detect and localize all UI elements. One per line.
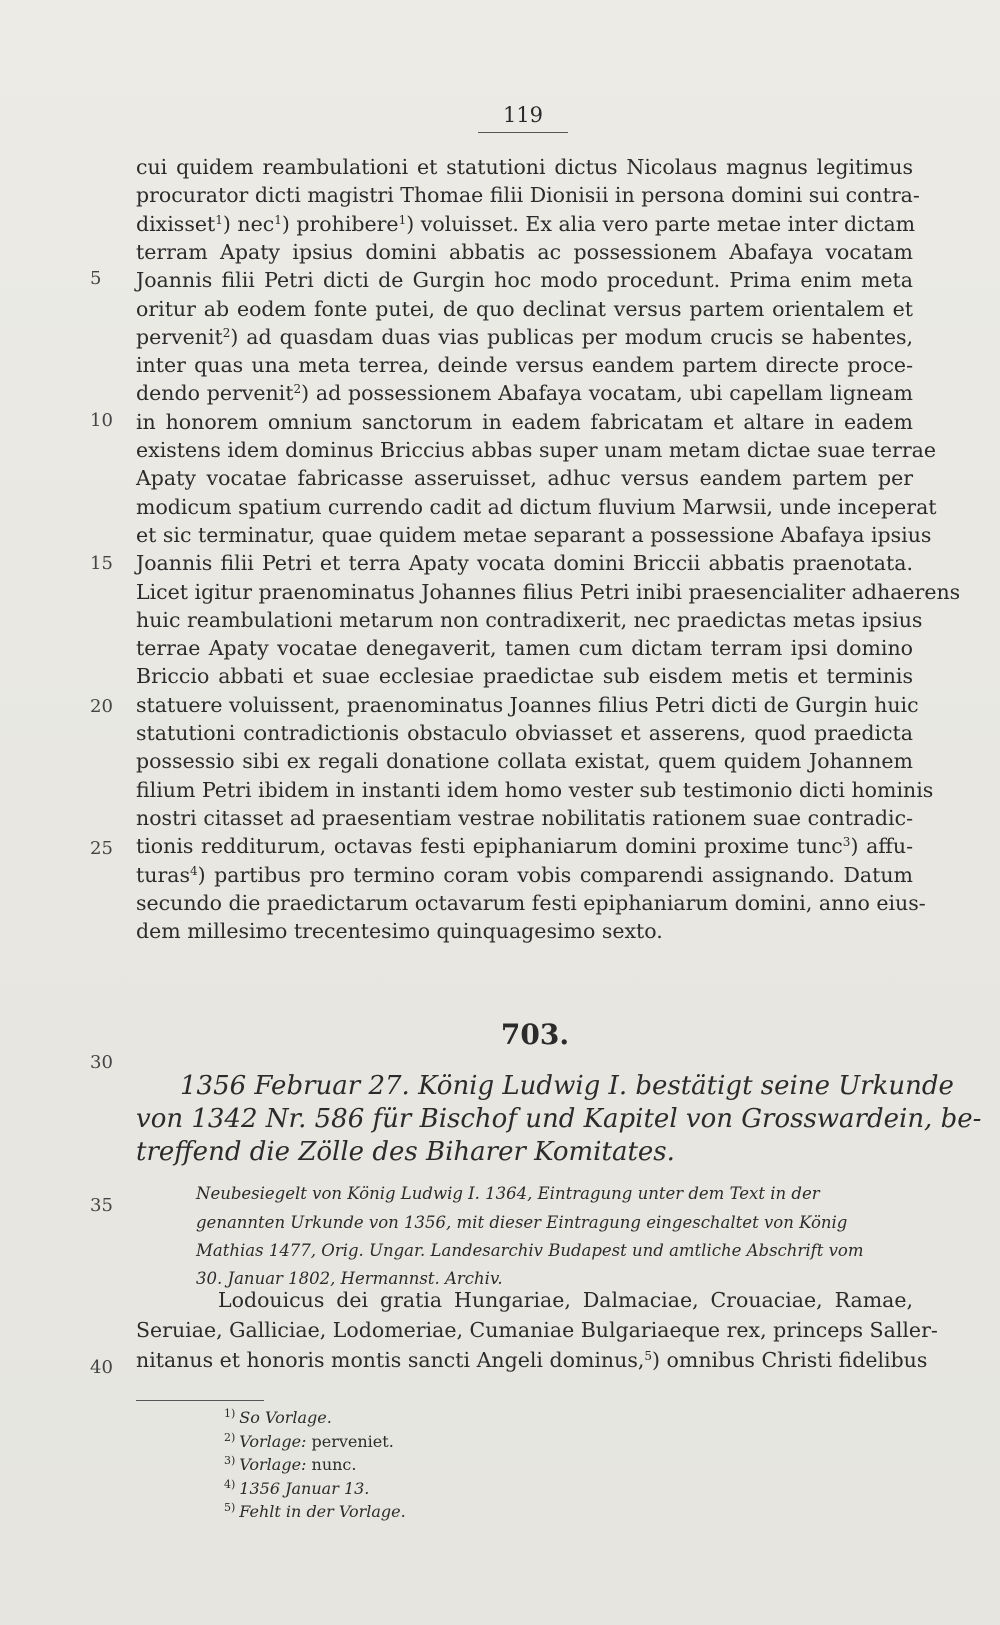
text-segment: ) affu-: [850, 834, 913, 858]
document-headline-line: treffend die Zölle des Biharer Komitates.: [136, 1137, 675, 1167]
text-line: [136, 691, 919, 719]
text-segment: Lodouicus dei gratia Hungariae, Dalmaciae, Crouaciae, Ramae,: [218, 1288, 913, 1312]
footnote-text: nunc.: [306, 1455, 357, 1474]
footnote-marker: 4: [189, 864, 198, 878]
text-line: [136, 379, 913, 407]
text-line: [136, 153, 913, 181]
line-number: 30: [90, 1052, 113, 1073]
footnote-marker: 5: [644, 1349, 653, 1363]
footnote-mark: 4): [224, 1478, 236, 1491]
footnote-text: perveniet.: [306, 1432, 394, 1451]
text-line: [136, 181, 920, 209]
text-line: [136, 323, 913, 351]
footnote-marker: 3: [842, 835, 851, 849]
text-line: [136, 804, 913, 832]
text-segment: huic reambulationi metarum non contradixerit, nec praedictas metas ipsius: [136, 608, 923, 632]
text-segment: in honorem omnium sanctorum in eadem fabricatam et altare in eadem: [136, 410, 913, 434]
text-segment: nitanus et honoris montis sancti Angeli dominus,: [136, 1348, 645, 1372]
footnote-marker: 1: [215, 213, 223, 227]
text-segment: et sic terminatur, quae quidem metae separant a possessione Abafaya ipsius: [136, 523, 932, 547]
text-line: [136, 1316, 938, 1344]
text-segment: ) ad possessionem Abafaya vocatam, ubi capellam ligneam: [301, 381, 913, 405]
line-number: 15: [90, 553, 113, 574]
text-line: [136, 889, 926, 917]
text-segment: Joannis filii Petri dicti de Gurgin hoc modo procedunt. Prima enim meta: [136, 268, 913, 292]
text-segment: Apaty vocatae fabricasse asseruisset, adhuc versus eandem partem per: [136, 466, 913, 490]
text-line: [136, 436, 937, 464]
text-segment: ) prohibere: [281, 212, 399, 236]
text-segment: ) ad quasdam duas vias publicas per modum crucis se habentes,: [230, 325, 913, 349]
regest-line: Neubesiegelt von König Ludwig I. 1364, Eintragung unter dem Text in der: [196, 1184, 820, 1203]
footnote: [224, 1501, 406, 1521]
footnote-label: 1356 Januar 13.: [239, 1479, 370, 1498]
regest-line: 30. Januar 1802, Hermannst. Archiv.: [196, 1269, 503, 1288]
line-number: 40: [90, 1357, 113, 1378]
text-line: [136, 832, 913, 860]
document-headline-line: 1356 Februar 27. König Ludwig I. bestätigt seine Urkunde: [180, 1071, 954, 1101]
text-segment: ) nec: [222, 212, 275, 236]
footnote-marker: 2: [293, 382, 302, 396]
regest-line: genannten Urkunde von 1356, mit dieser Eintragung eingeschaltet von König: [196, 1213, 848, 1232]
text-line: [136, 1346, 928, 1374]
text-segment: secundo die praedictarum octavarum festi epiphaniarum domini, anno eius-: [136, 891, 926, 915]
text-segment: nostri citasset ad praesentiam vestrae nobilitatis rationem suae contradic-: [136, 806, 913, 830]
document-number: 703.: [500, 1018, 570, 1051]
text-line: [136, 747, 913, 775]
text-line: [136, 408, 913, 436]
footnote-label: Vorlage:: [239, 1455, 307, 1474]
text-line: [218, 1286, 913, 1314]
text-line: [136, 719, 913, 747]
text-segment: procurator dicti magistri Thomae filii Dionisii in persona domini sui contra-: [136, 183, 920, 207]
text-segment: cui quidem reambulationi et statutioni dictus Nicolaus magnus legitimus: [136, 155, 913, 179]
text-segment: Seruiae, Galliciae, Lodomeriae, Cumaniae Bulgariaeque rex, princeps Saller-: [136, 1318, 938, 1342]
footnote-marker: 1: [398, 213, 407, 227]
text-segment: ) voluisset. Ex alia vero parte metae inter dictam: [406, 212, 916, 236]
text-line: [136, 210, 916, 238]
text-segment: dem millesimo trecentesimo quinquagesimo sexto.: [136, 919, 663, 943]
footnote-mark: 3): [224, 1454, 236, 1467]
footnote-label: So Vorlage.: [239, 1408, 332, 1427]
text-segment: pervenit: [136, 325, 223, 349]
text-line: [136, 238, 913, 266]
text-segment: oritur ab eodem fonte putei, de quo declinat versus partem orientalem et: [136, 297, 913, 321]
text-segment: modicum spatium currendo cadit ad dictum fluvium Marwsii, unde inceperat: [136, 495, 937, 519]
text-line: [136, 662, 913, 690]
text-segment: Licet igitur praenominatus Johannes filius Petri inibi praesencialiter adhaerens: [136, 580, 961, 604]
page-number-rule: [478, 132, 568, 133]
footnote-mark: 5): [224, 1501, 236, 1514]
text-segment: statuere voluissent, praenominatus Joannes filius Petri dicti de Gurgin huic: [136, 693, 919, 717]
text-line: [136, 266, 913, 294]
footnote: [224, 1431, 394, 1451]
footnote-marker: 1: [274, 213, 282, 227]
text-segment: dixisset: [136, 212, 216, 236]
line-number: 5: [90, 268, 102, 289]
text-segment: terrae Apaty vocatae denegaverit, tamen cum dictam terram ipsi domino: [136, 636, 913, 660]
line-number: 10: [90, 410, 113, 431]
text-segment: filium Petri ibidem in instanti idem homo vester sub testimonio dicti hominis: [136, 778, 934, 802]
text-segment: possessio sibi ex regali donatione collata existat, quem quidem Johannem: [136, 749, 913, 773]
text-line: [136, 917, 663, 945]
text-line: [136, 634, 913, 662]
line-number: 25: [90, 838, 113, 859]
line-number: 20: [90, 696, 113, 717]
footnote-label: Fehlt in der Vorlage.: [239, 1502, 406, 1521]
text-line: [136, 493, 937, 521]
text-segment: statutioni contradictionis obstaculo obviasset et asserens, quod praedicta: [136, 721, 913, 745]
text-line: [136, 464, 913, 492]
footnote-marker: 2: [222, 326, 231, 340]
text-line: [136, 295, 913, 323]
footnote: [224, 1478, 369, 1498]
text-segment: Briccio abbati et suae ecclesiae praedictae sub eisdem metis et terminis: [136, 664, 913, 688]
footnote-rule: [136, 1400, 264, 1401]
text-line: [136, 549, 913, 577]
text-line: [136, 606, 923, 634]
regest-line: Mathias 1477, Orig. Ungar. Landesarchiv Budapest und amtliche Abschrift vom: [196, 1241, 864, 1260]
text-segment: ) partibus pro termino coram vobis comparendi assignando. Datum: [197, 863, 913, 887]
text-line: [136, 578, 961, 606]
text-segment: turas: [136, 863, 190, 887]
text-line: [136, 351, 913, 379]
text-segment: Joannis filii Petri et terra Apaty vocata domini Briccii abbatis praenotata.: [136, 551, 913, 575]
footnote: [224, 1407, 332, 1427]
text-segment: inter quas una meta terrea, deinde versus eandem partem directe proce-: [136, 353, 913, 377]
text-segment: ) omnibus Christi fidelibus: [652, 1348, 928, 1372]
footnote: [224, 1454, 356, 1474]
footnote-label: Vorlage:: [239, 1432, 307, 1451]
text-segment: terram Apaty ipsius domini abbatis ac possessionem Abafaya vocatam: [136, 240, 913, 264]
footnote-mark: 1): [224, 1407, 236, 1420]
footnote-mark: 2): [224, 1431, 236, 1444]
text-segment: tionis redditurum, octavas festi epiphaniarum domini proxime tunc: [136, 834, 843, 858]
document-headline-line: von 1342 Nr. 586 für Bischof und Kapitel von Grosswardein, be-: [136, 1104, 982, 1134]
text-segment: dendo pervenit: [136, 381, 294, 405]
line-number: 35: [90, 1195, 113, 1216]
page-number: 119: [502, 103, 544, 127]
text-line: [136, 776, 934, 804]
text-line: [136, 861, 913, 889]
text-line: [136, 521, 932, 549]
text-segment: existens idem dominus Briccius abbas super unam metam dictae suae terrae: [136, 438, 937, 462]
